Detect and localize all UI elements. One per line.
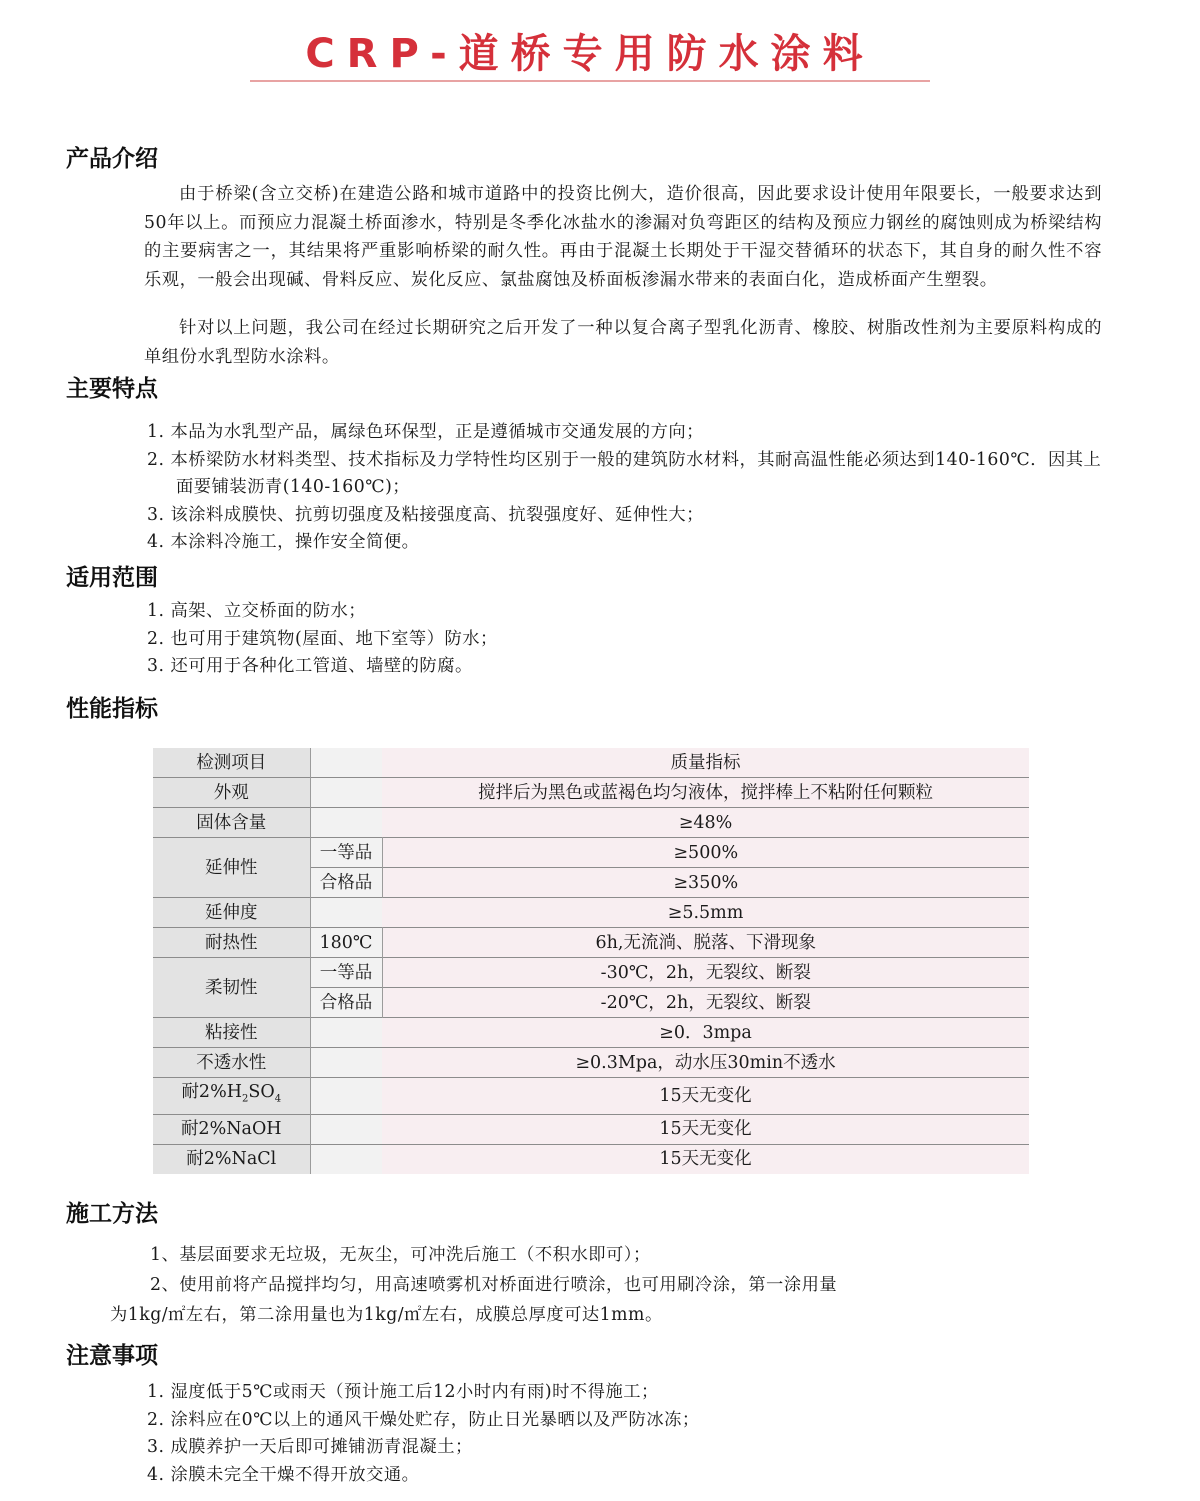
construction-text (110, 1240, 1070, 1330)
list-item: 4. 本涂料冷施工，操作安全简便。 (147, 532, 420, 552)
cell-item: 耐2%NaOH (153, 1114, 310, 1144)
list-item: 3. 成膜养护一天后即可摊铺沥青混凝土； (147, 1437, 473, 1457)
features-list (147, 419, 1105, 557)
cell-value: 15天无变化 (382, 1144, 1029, 1174)
spec-table (153, 748, 1029, 1174)
cell-value: ≥0.3Mpa，动水压30min不透水 (382, 1048, 1029, 1078)
list-item: 1. 高架、立交桥面的防水； (147, 601, 367, 621)
cell-sub (310, 1114, 382, 1144)
acid-prefix: 耐2%H (181, 1082, 242, 1102)
cell-sub: 一等品 (310, 958, 382, 988)
acid-mid: SO (248, 1082, 275, 1102)
header-sub (310, 748, 382, 778)
table-row (153, 1144, 1029, 1174)
cell-value: ≥48% (382, 808, 1029, 838)
heading-scope: 适用范围 (66, 565, 158, 591)
cell-value: ≥5.5mm (382, 898, 1029, 928)
list-item: 3. 还可用于各种化工管道、墙壁的防腐。 (147, 656, 473, 676)
cell-item (153, 1078, 310, 1115)
table-row (153, 808, 1029, 838)
table-row (153, 898, 1029, 928)
cell-sub (310, 1144, 382, 1174)
list-item: 2. 涂料应在0℃以上的通风干燥处贮存，防止日光暴晒以及严防冰冻； (147, 1409, 700, 1430)
heading-specs: 性能指标 (66, 696, 158, 722)
construction-line: 2、使用前将产品搅拌均匀，用高速喷雾机对桥面进行喷涂，也可用刷冷涂，第一涂用量 (150, 1275, 838, 1295)
notes-list (147, 1379, 1047, 1489)
cell-item: 柔韧性 (153, 958, 310, 1018)
cell-value: ≥500% (382, 838, 1029, 868)
table-row (153, 1018, 1029, 1048)
cell-item: 粘接性 (153, 1018, 310, 1048)
cell-item: 固体含量 (153, 808, 310, 838)
cell-sub: 180℃ (310, 928, 382, 958)
cell-sub (310, 898, 382, 928)
construction-line: 为1kg/㎡左右，第二涂用量也为1kg/㎡左右，成膜总厚度可达1mm。 (110, 1305, 663, 1325)
list-item: 1. 本品为水乳型产品，属绿色环保型，正是遵循城市交通发展的方向； (147, 422, 704, 442)
table-row (153, 928, 1029, 958)
cell-sub (310, 1078, 382, 1115)
heading-features: 主要特点 (66, 376, 158, 402)
cell-sub: 合格品 (310, 868, 382, 898)
cell-sub (310, 1018, 382, 1048)
cell-value: 搅拌后为黑色或蓝褐色均匀液体，搅拌棒上不粘附任何颗粒 (382, 778, 1029, 808)
table-row (153, 778, 1029, 808)
scope-list (147, 598, 1047, 681)
table-row (153, 838, 1029, 868)
list-item: 1. 湿度低于5℃或雨天（预计施工后12小时内有雨)时不得施工； (147, 1382, 659, 1402)
cell-item: 不透水性 (153, 1048, 310, 1078)
table-row (153, 748, 1029, 778)
cell-value: ≥0．3mpa (382, 1018, 1029, 1048)
list-item: 2. 也可用于建筑物(屋面、地下室等）防水； (147, 628, 498, 649)
page-title: CRP-道桥专用防水涂料 (305, 31, 875, 77)
cell-value: -30℃，2h，无裂纹、断裂 (382, 958, 1029, 988)
cell-value: -20℃，2h，无裂纹、断裂 (382, 988, 1029, 1018)
intro-paragraph-2: 针对以上问题，我公司在经过长期研究之后开发了一种以复合离子型乳化沥青、橡胶、树脂改性剂为主要原料构成的单组份水乳型防水涂料。 (144, 318, 1102, 367)
table-row (153, 1114, 1029, 1144)
acid-sub-a: 2 (241, 1093, 249, 1105)
table-row (153, 958, 1029, 988)
acid-sub-b: 4 (274, 1093, 282, 1105)
heading-notes: 注意事项 (66, 1343, 158, 1369)
construction-line: 1、基层面要求无垃圾，无灰尘，可冲洗后施工（不积水即可）； (150, 1245, 651, 1265)
intro-paragraph-1: 由于桥梁(含立交桥)在建造公路和城市道路中的投资比例大，造价很高，因此要求设计使用年限要长，一般要求达到50年以上。而预应力混凝土桥面渗水，特别是冬季化冰盐水的渗漏对负弯距区的结构及预应力钢丝的腐蚀则成为桥梁结构的主要病害之一，其结果将严重影响桥梁的耐久性。再由于混凝土长期处于干湿交替循环的状态下，其自身的耐久性不容乐观，一般会出现碱、骨料反应、炭化反应、氯盐腐蚀及桥面板渗漏水带来的表面白化，造成桥面产生塑裂。 (144, 184, 1102, 290)
cell-value: 6h,无流淌、脱落、下滑现象 (382, 928, 1029, 958)
cell-item: 外观 (153, 778, 310, 808)
table-row (153, 1048, 1029, 1078)
cell-sub (310, 808, 382, 838)
cell-sub (310, 1048, 382, 1078)
cell-sub: 合格品 (310, 988, 382, 1018)
cell-value: 15天无变化 (382, 1078, 1029, 1115)
header-item: 检测项目 (153, 748, 310, 778)
cell-sub (310, 778, 382, 808)
list-item: 4. 涂膜未完全干燥不得开放交通。 (147, 1464, 420, 1485)
heading-construction: 施工方法 (66, 1201, 158, 1227)
cell-item: 耐2%NaCl (153, 1144, 310, 1174)
list-item: 3. 该涂料成膜快、抗剪切强度及粘接强度高、抗裂强度好、延伸性大； (147, 504, 704, 525)
heading-intro: 产品介绍 (66, 146, 158, 172)
cell-sub: 一等品 (310, 838, 382, 868)
title-underline (250, 80, 930, 82)
table-row (153, 1078, 1029, 1115)
cell-value: 15天无变化 (382, 1114, 1029, 1144)
list-item: 2. 本桥梁防水材料类型、技术指标及力学特性均区别于一般的建筑防水材料，其耐高温性能必须达到140-160℃．因其上面要铺装沥青(140-160℃)； (147, 449, 1102, 497)
cell-value: ≥350% (382, 868, 1029, 898)
cell-item: 延伸性 (153, 838, 310, 898)
cell-item: 耐热性 (153, 928, 310, 958)
cell-item: 延伸度 (153, 898, 310, 928)
header-value: 质量指标 (382, 748, 1029, 778)
